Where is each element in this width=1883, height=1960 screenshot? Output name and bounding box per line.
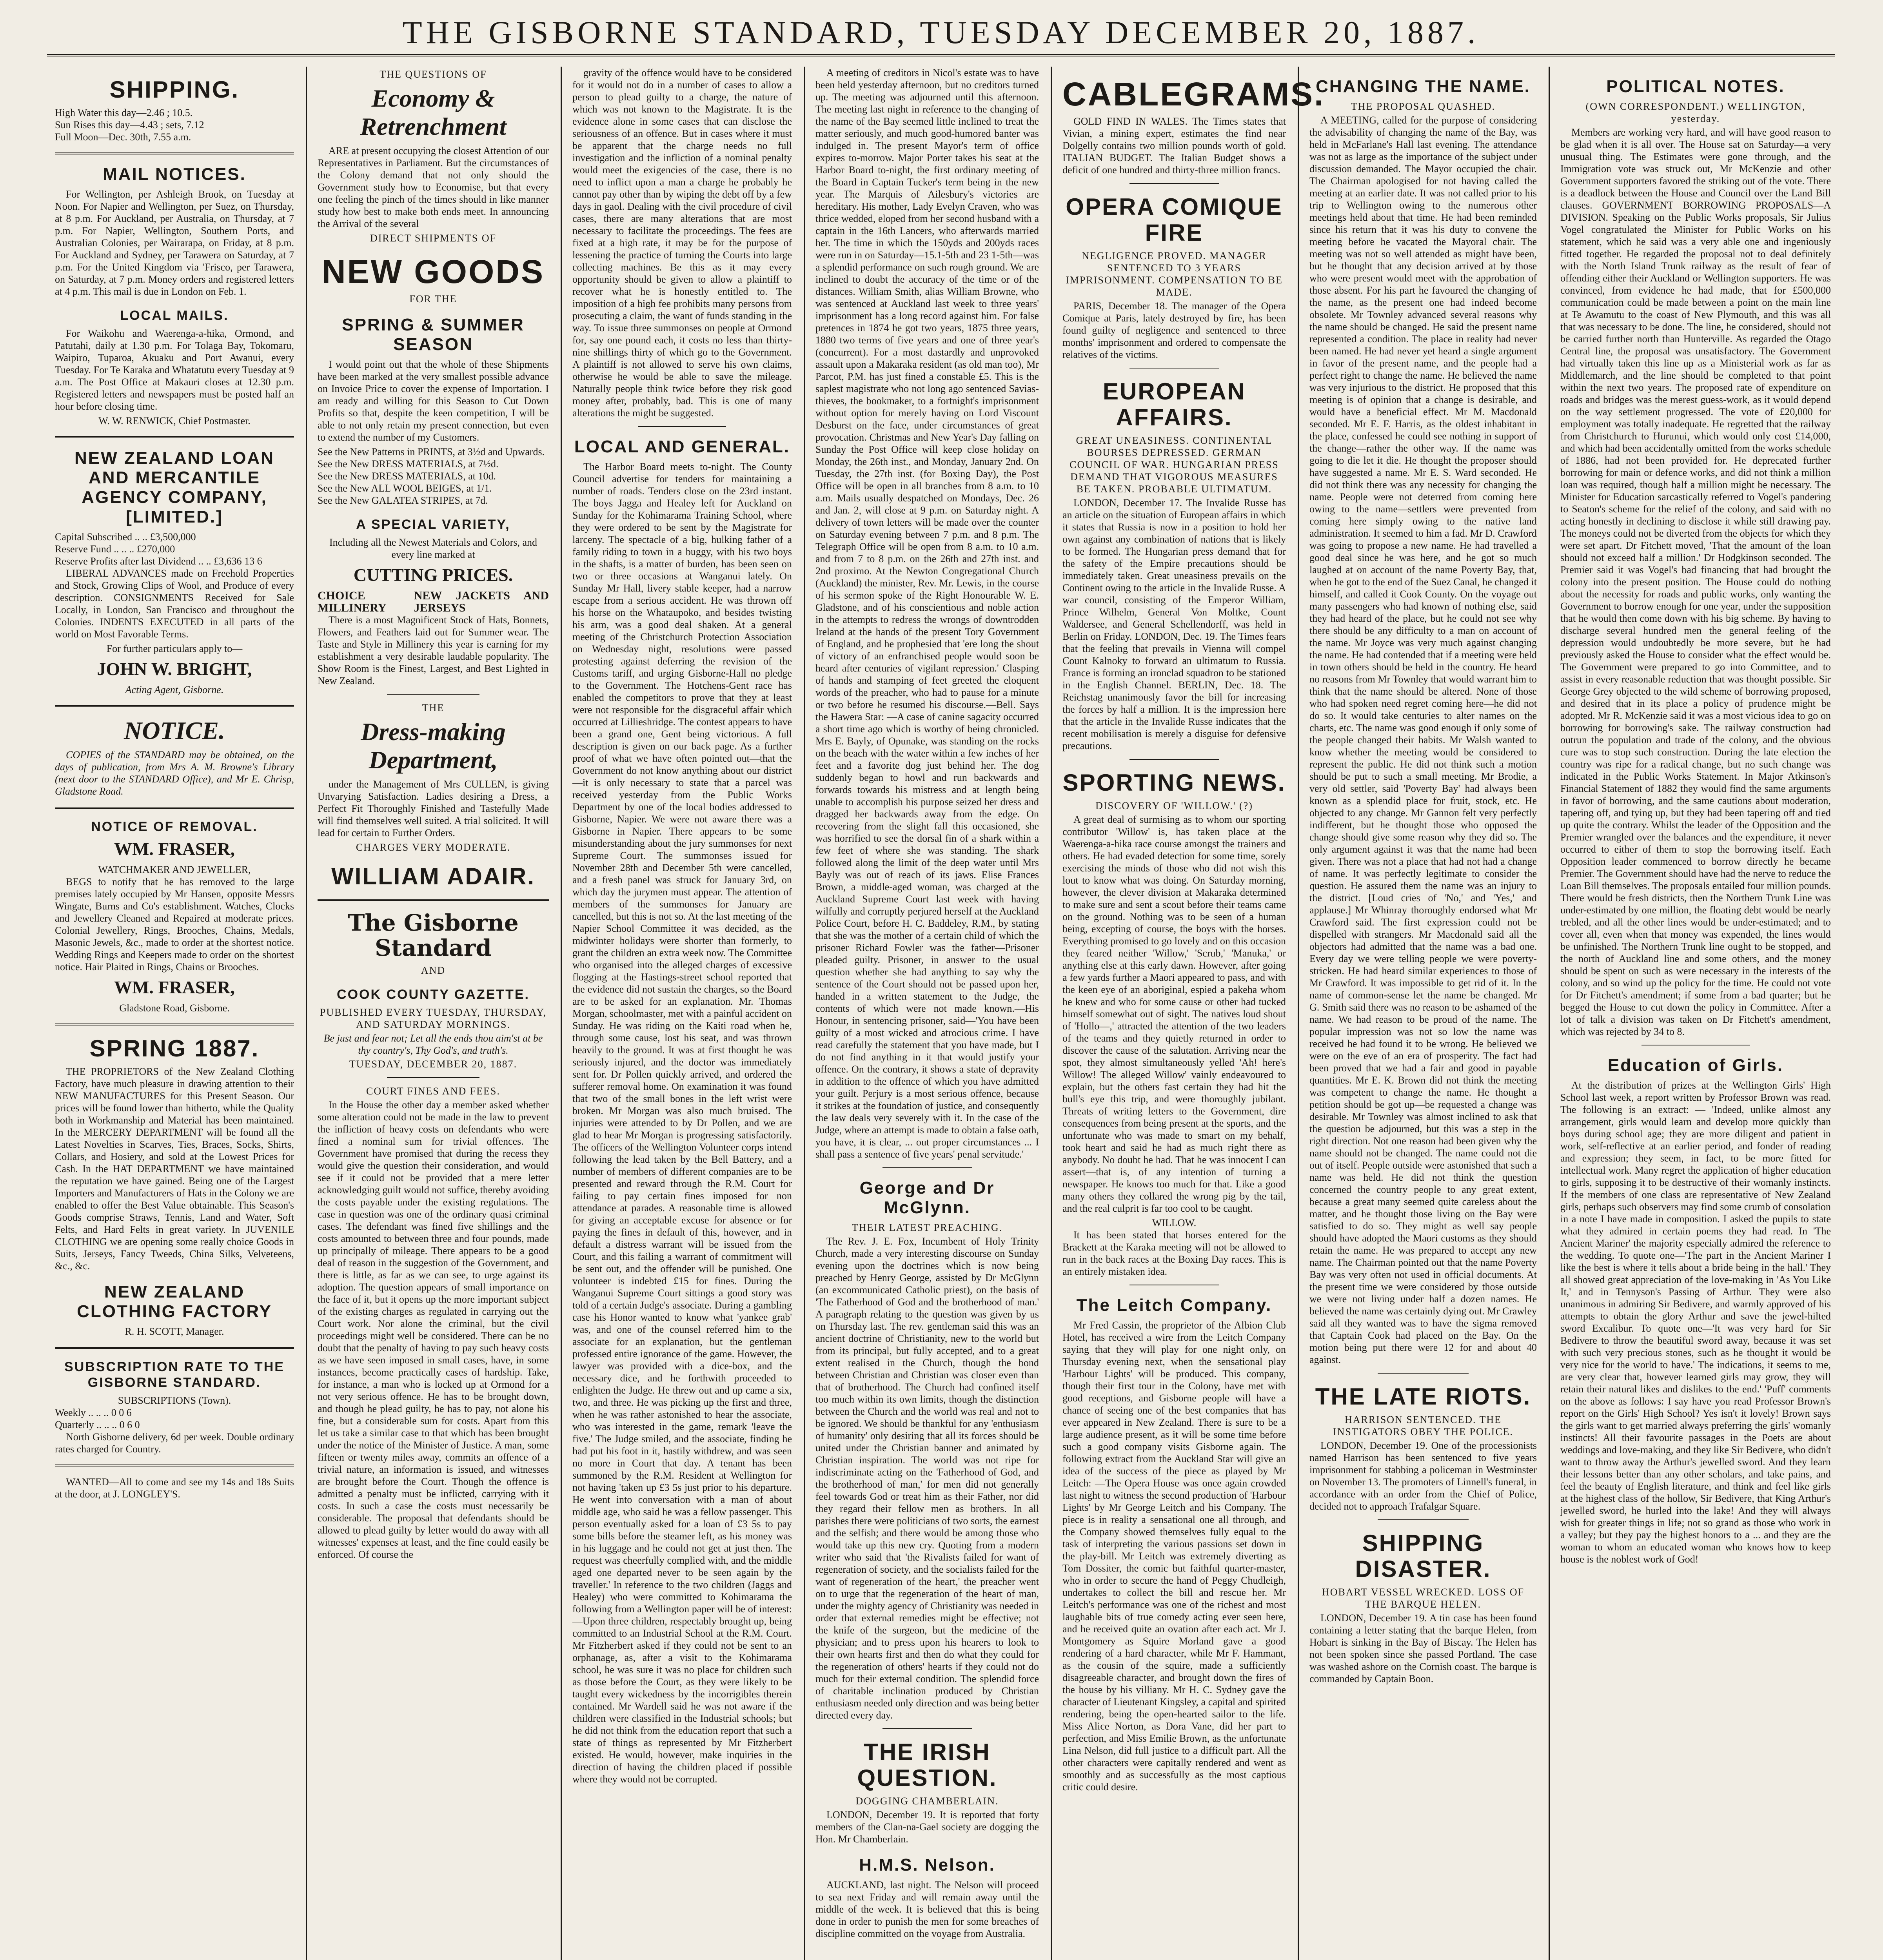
divider — [55, 436, 294, 438]
paper-motto: Be just and fear not; Let all the ends thou aim'st at be thy country's, Thy God's, and truth's. — [323, 1033, 543, 1056]
shipping-line: High Water this day—2.46 ; 10.5. — [55, 107, 193, 118]
column-2 — [318, 67, 549, 1960]
column-rule — [804, 67, 805, 1960]
european-subheading: GREAT UNEASINESS. CONTINENTAL BOURSES DEPRESSED. GERMAN COUNCIL OF WAR. HUNGARIAN PRESS DEMAND THAT VIGOROUS MEASURES BE TAKEN. PROBABLE ULTIMATUM. — [1070, 435, 1279, 495]
sporting-text: A great deal of surmising as to whom our sporting contributor 'Willow' is, has taken place at the Waerenga-a-hika race course amongst the trainers and others. He had evaded detection for some time, sorely exercising the minds of those who did not wish this lout to know what was doing. On Saturday morning, however, the clever division at Makaraka determined to make sure and sent a scout before their teams came on the ground. Nothing was to be seen of a human being, excepting of course, the boys with the horses. Everything promised to go lovely and on this occasion they feared neither 'Willow,' 'Scrub,' 'Manuka,' or anything else at this early dawn. However, after going a few yards further a Maori appeared to pass, and with the keen eye of an aboriginal, espied a pakeha whom he knew and who for some cause or other had tucked himself somewhat out of sight. The natives loud shout of 'Hollo—,' attracted the attention of the two leaders of the teams and they quietly returned in order to discover the cause of the salutation. Arriving near the spot, they almost simultaneously yelled 'Ah! here's Willow! The alleged Willow' vainly endeavoured to explain, but the others fast certain they had hit the bull's eye this trip, and were thoroughly jubilant. Threats of writing letters to the Government, dire consequences from being present at the sports, and the unfortunate who was made to smart on my behalf, took heart and said he had as much right there as anybody. No doubt he had. That he was innocent I can assert—that is, of any intention of turning a newspaper. He knows too much for that. Like a good many others they collared the wrong pig by the tail, and the real culprit is far too cool to be caught. — [1062, 814, 1286, 1214]
removal-signature: WM. FRASER, — [114, 977, 235, 997]
dressmaking-heading: Dress-making Department, — [361, 718, 506, 774]
divider — [55, 1024, 294, 1025]
mail-signature: W. W. RENWICK, Chief Postmaster. — [98, 415, 251, 426]
variety-heading: A SPECIAL VARIETY, — [356, 517, 510, 532]
notice-heading: NOTICE. — [124, 717, 225, 744]
divider — [882, 1728, 972, 1729]
education-text: At the distribution of prizes at the Wellington Girls' High School last week, a report written by Professor Brown was read. The following is an extract: — 'Indeed, unlike almost any arrangement, girls would learn and develop more quickly than boys during school age; they are more diligent and patient in work, self-reflective at an earlier period, and fonder of reading and expression; they seem, in fact, to be more fitted for intellectual work. Many regret the application of higher education to girls, supposing it to be destructive of their womanly instincts. If the members of one class are representative of New Zealand girls, perhaps such observers may find some crumb of consolation in a note I have made in composition. I asked the pupils to state what they admired in certain poems they had read. In 'The Ancient Mariner' the majority especially admired the reference to the wedding. To quote one—'The part in the Ancient Mariner I like the best is where it tells about a bride being in the hall.' They all showed great appreciation of the love-making in 'As You Like It,' and in Tennyson's Passing of Arthur. They were also unanimous in admiring Sir Bedivere, and warmly approved of his attempts to obtain the glory Arthur and save the jewel-hilted sword Excalibur. To quote one—'It was very hard for Sir Bedivere to throw the beautiful sword away, because it was set with such very precious stones, such as he thought it would be very nice for the world to have.' The indications, it seems to me, are very clear that, however learned girls may grow, they will retain their natural likes and dislikes to the end.' 'Puff' comments on the above as follows: I say have you read Professor Brown's report on the Girls' High School? Yes isn't it lovely! Brown says the girls want to get married always preferring the girls' womanly instincts! All their favourite passages in the Poets are about weddings and love-making, and they like Sir Bedivere, who didn't want to throw away the Arthur's jewelled sword. And they learn their lessons better than any other scholars, and take pains, and feel the beauty of English literature, and think and feel like girls at the highest class of the hollow, Sir Bedivere, that King Arthur's jewelled sword, he hurled into the lake! And they will always wish for greater things in life; not so grand as those who work in a valley; but they pay the highest honors to a ... and they are the woman to whom an educated woman who knows how to keep house is the noblest work of God! — [1560, 1080, 1831, 1565]
leitch-heading: The Leitch Company. — [1076, 1296, 1272, 1315]
shipping-disaster-subheading: HOBART VESSEL WRECKED. LOSS OF THE BARQUE HELEN. — [1322, 1586, 1525, 1610]
column-rule — [1549, 67, 1550, 1960]
see-line: See the New ALL WOOL BEIGES, at 1/1. — [318, 483, 492, 494]
see-line: See the New DRESS MATERIALS, at 7½d. — [318, 458, 499, 470]
nelson-heading: H.M.S. Nelson. — [859, 1855, 995, 1875]
divider — [55, 1347, 294, 1349]
masthead-title: THE GISBORNE STANDARD, TUESDAY DECEMBER 20, 1887. — [402, 15, 1480, 50]
column-rule — [1051, 67, 1052, 1960]
opera-subheading: NEGLIGENCE PROVED. MANAGER SENTENCED TO 3 YEARS IMPRISONMENT. COMPENSATION TO BE MADE. — [1066, 250, 1283, 298]
millinery-row — [318, 590, 549, 614]
direct-shipments: DIRECT SHIPMENTS OF — [370, 232, 497, 244]
divider — [882, 1167, 972, 1168]
divider — [1129, 183, 1219, 184]
paper-and: AND — [421, 965, 446, 976]
dressmaking-text: under the Management of Mrs CULLEN, is giving Unvarying Satisfaction. Ladies desiring a Dress, a Perfect Fit Thoroughly Finished and Tastefully Made will find themselves well suited. A trial solicited. It will lead for certain to Further Orders. — [318, 779, 549, 838]
divider — [55, 1465, 294, 1466]
season-heading: SPRING & SUMMER SEASON — [342, 315, 525, 354]
advertiser-name: WILLIAM ADAIR. — [331, 863, 535, 889]
new-goods-heading: NEW GOODS — [321, 253, 545, 290]
sporting-heading: SPORTING NEWS. — [1062, 769, 1286, 796]
riots-heading: THE LATE RIOTS. — [1315, 1383, 1531, 1410]
subscription-row: Quarterly .. .. .. 0 6 0 — [55, 1419, 140, 1430]
nelson-text: AUCKLAND, last night. The Nelson will proceed to sea next Friday and will remain away until the middle of the week. It is believed that this is being done in order to punish the men for some breaches of discipline committed on the voyage from Australia. — [815, 1879, 1039, 1939]
column-rule — [306, 67, 307, 1960]
spring-heading: SPRING 1887. — [89, 1035, 260, 1062]
column-rule — [561, 67, 562, 1960]
mcglynn-heading: George and Dr McGlynn. — [859, 1178, 995, 1217]
mail-notices-text: For Wellington, per Ashleigh Brook, on Tuesday at Noon. For Napier and Wellington, per Suez, on Thursday, at 8 p.m. For Auckland, per Australia, on Thursday, at 7 p.m. For Napier, Wellington, Southern Ports, and Australian Colonies, per Wairarapa, on Friday, at 8 p.m. For Auckland and Sydney, per Tarawera on Saturday, at 7 p.m. For the United Kingdom via 'Frisco, per Tarawera, on Saturday, at 7 p.m. Money orders and registered letters at 4 p.m. This mail is due in London on Feb. 1. — [55, 189, 294, 297]
political-subheading: (OWN CORRESPONDENT.) WELLINGTON, yesterday. — [1585, 101, 1806, 124]
riots-text: LONDON, December 19. One of the processionists named Harrison has been sentenced to five years imprisonment for stabbing a policeman in Westminster on November 13. The promoters of Linnell's funeral, in accordance with an order from the Chief of Police, decided not to approach Trafalgar Square. — [1309, 1440, 1537, 1512]
divider — [1378, 1373, 1469, 1374]
news-text: A meeting of creditors in Nicol's estate was to have been held yesterday afternoon, but no creditors turned up. The meeting was adjourned until this afternoon. The meeting last night in reference to the changing of the name of the Bay seemed little inclined to treat the matter seriously, and much good-humored banter was indulged in. The present Mayor's term of office expires to-morrow. Major Porter takes his seat at the Harbor Board to-night, the first ordinary meeting of the Board in Captain Tucker's term being in the new year. The Marquis of Ailesbury's victories are hereditary. His mother, Lady Evelyn Craven, who was thrice wedded, eloped from her second husband with a captain in the 16th Lancers, who afterwards married her. The time in which the 150yds and 200yds races were run in on Saturday—15.1-5th and 23 1-5th—was a splendid performance on such rough ground. We are inclined to doubt the accuracy of the time or of the distances. William Smith, alias William Browne, who was sentenced at Auckland last week to three years' imprisonment has a long record against him. For false pretences in 1874 he got two years, 1875 three years, 1880 two terms of five years and one of three year's (concurrent). For a most dastardly and unprovoked assault upon a Makaraka resident (as old man too), Mr Parcot, P.M. has just fined a constable £5. This is the saplest magistrate who not long ago sentenced Savias-thieves, the bookmaker, to a fortnight's imprisonment without option for merely having on Lord Viscount Desburst on the face, under circumstances of great provocation. Christmas and New Year's Day falling on Sunday the Post Office will keep close holiday on Monday, the 26th inst., and Monday, January 2nd. On Tuesday, the 27th inst. (for Boxing Day), the Post Office will be open in all branches from 8 a.m. to 10 a.m. Mails usually despatched on Mondays, Dec. 26 and Jan. 2, will close at 9 p.m. on Saturday night. A delivery of town letters will be made over the counter on Saturday evening between 7 p.m. and 8 p.m. The Telegraph Office will be open from 8 a.m. to 10 a.m. and from 7 to 8 p.m. on the 26th and 27th inst. and 2nd proximo. At the Newton Congregational Church (Auckland) the minister, Rev. Mr. Lewis, in the course of his sermon spoke of the Right Honourable W. E. Gladstone, and of his conscientious and noble action in the attempts to redress the wrongs of downtrodden Ireland at the hands of the present Tory Government of England, and he prophesied that 'ere long the shout of victory of an enfranchised people would soon be heard after centuries of vigilant repression.' Clasping of hands and stamping of feet greeted the eloquent words of the preacher, who had to pause for a minute or two before he resumed his discourse.—Bell. Says the Hawera Star: —A case of canine sagacity occurred a short time ago which is worthy of being chronicled. Mrs E. Bayly, of Opunake, was standing on the rocks on the beach with the water within a few inches of her feet and a favorite dog just behind her. The dog suddenly began to howl and run backwards and forwards towards his mistress and at length being unable to accomplish his purpose seized her dress and dragged her backwards away from the edge. On recovering from the slight fall this occasioned, she was horrified to see the dorsal fin of a shark within a few feet of where she was standing. The shark followed along the limit of the deep water until Mrs Bayly was out of reach of its jaws. Elise Frances Brown, a middle-aged woman, was charged at the Auckland Supreme Court last week with having wilfully and corruptly perjured herself at the Auckland Police Court, before H. C. Baddeley, R.M., by stating that she was the mother of a certain child of which the prisoner Richard Fowler was the father—Prisoner pleaded guilty. Prisoner, in answer to the usual question whether she had anything to say why the sentence of the Court should not be passed upon her, handed in a written statement to the Judge, the contents of which were not made known.—His Honour, in sentencing prisoner, said—'You have been guilty of a most wicked and atrocious crime. I have read carefully the statement that you have made, but I do not find anything in it that would justify your offence. On the contrary, it shows a state of depravity in addition to the offence of which you have admitted your guilt. Perjury is a most serious offence, because it strikes at the foundation of justice, and consequently the law deals very severely with it. In the case of the Judge, where an attempt is made to obtain a false oath, you have, it is clear, ... out proper circumstances ... I shall pass a sentence of five years' penal servitude.' — [815, 67, 1039, 1160]
local-mails-text: For Waikohu and Waerenga-a-hika, Ormond, and Patutahi, daily at 1.30 p.m. For Tolaga Bay, Tokomaru, Waipiro, Tuparoa, Akuaku and Port Awanui, every Tuesday. For Te Karaka and Whatatutu every Tuesday at 9 a.m. The Post Office at Makauri closes at 12.30 p.m. Registered letters and newspapers must be posted half an hour before closing time. — [55, 328, 294, 412]
court-continued: gravity of the offence would have to be considered for it would not do in a number of cases to allow a person to plead guilty to a charge, the nature of which was not known to the Magistrate. It is the evidence alone in some cases that can disclose the seriousness of an offence. But in cases where it must be apparent that the charge needs no full investigation and the infliction of a nominal penalty would meet the exigencies of the case, there is no need to inflict upon a man a charge he probably he cannot pay other than by wiping the debt off by a few days in gaol. Dealing with the civil procedure of civil cases, there are many alterations that are most necessary to facilitate the proceedings. The fees are fixed at a high rate, it may be for the purpose of lessening the practice of turning the Courts into large collecting machines. Be this as it may every opportunity should be given to allow a plaintiff to recover what he is honestly entitled to. The imposition of a high fee prohibits many persons from prosecuting a claim, the want of funds standing in the way. To issue three summonses on people at Ormond for, say one pound each, it costs no less than thirty-nine shillings thirty of which go to the Government. A plaintiff is not allowed to serve his own claims, otherwise he would be able to save the mileage. Naturally people think twice before they risk good money after, probably, bad. This is one of many alterations the might be suggested. — [572, 67, 792, 419]
divider — [318, 899, 549, 901]
column-1 — [55, 67, 294, 1960]
sporting-text-2: It has been stated that horses entered for the Brackett at the Karaka meeting will not be allowed to run in the back races at the Boxing Day races. This is an entirely mistaken idea. — [1062, 1229, 1286, 1277]
charges-line: CHARGES VERY MODERATE. — [356, 842, 511, 853]
new-jackets: NEW JACKETS AND JERSEYS — [414, 589, 549, 614]
subscription-row: Weekly .. .. .. 0 0 6 — [55, 1407, 132, 1418]
nzl-row: Reserve Fund .. .. .. £270,000 — [55, 543, 175, 555]
column-7 — [1560, 67, 1831, 1960]
name-heading: CHANGING THE NAME. — [1316, 77, 1531, 96]
subscription-heading: SUBSCRIPTION RATE TO THE GISBORNE STANDARD. — [64, 1359, 285, 1390]
nzl-apply: For further particulars apply to— — [106, 643, 243, 654]
subscription-note: North Gisborne delivery, 6d per week. Double ordinary rates charged for Country. — [55, 1431, 294, 1455]
clothing-factory-signature: R. H. SCOTT, Manager. — [125, 1326, 224, 1337]
nzl-agent-role: Acting Agent, Gisborne. — [125, 684, 224, 695]
divider — [1129, 759, 1219, 760]
clothing-factory-heading: NEW ZEALAND CLOTHING FACTORY — [77, 1282, 272, 1321]
spring-text: THE PROPRIETORS of the New Zealand Clothing Factory, have much pleasure in drawing attention to their NEW MANUFACTURES for this Present Season. Our prices will be found lower than hitherto, while the Quality both in Workmanship and Material has been maintained. In the MERCERY DEPARTMENT will be found all the Latest Novelties in Scarves, Ties, Braces, Socks, Shirts, Collars, and Hosiery, and sold at the Lowest Prices for Cash. In the HAT DEPARTMENT we have maintained the reputation we have gained. Being one of the Largest Importers and Manufacturers of Hats in the Colony we are enabled to offer the Best Value obtainable. This Season's Goods comprise Straws, Tennis, Land and Water, Soft Felts, and Hard Felts in great variety. In JUVENILE CLOTHING we are opening some really choice Goods in Suits, Jerseys, Fancy Tweeds, China Silks, Velveteens, &c., &c. — [55, 1066, 294, 1272]
divider — [55, 152, 294, 154]
column-rule — [1298, 67, 1299, 1960]
mcglynn-text: The Rev. J. E. Fox, Incumbent of Holy Trinity Church, made a very interesting discourse on Sunday evening upon the doctrines which is now being preached by Henry George, assisted by Dr McGlynn (an excommunicated Catholic priest), on the basis of 'The Fatherhood of God and the brotherhood of man.' A paragraph relating to the question was given by us on Thursday last. The rev. gentleman said this was an ancient doctrine of Christianity, new to the world but from its principal, but fully accepted, and to a great extent realised in the Church, though the bond between Christian and Christian was closer even than that of brotherhood. The Church had confined itself too much within its own limits, though the distinction between the Church and the world was real and not to be ignored. We should be thankful for any 'enthusiasm of humanity' only desiring that all its forces should be united under the Christian banner and animated by Christian inspiration. The world was not ripe for indiscriminate acting on the 'Fatherhood of God, and the brotherhood of man,' for men did not generally feel towards God or treat him as their Father, nor did they regard their fellow men as brothers. In all parishes there were politicians of two sorts, the earnest and the selfish; and there would be among those who would take up this new cry. Quoting from a modern writer who said that 'the Rivalists failed for want of regeneration of society, and the socialists failed for the want of regeneration of the heart,' the preacher went on to urge that the regeneration of the heart of man, under the mighty agency of Christianity was needed in order that external remedies might be effective; not the knife of the surgeon, but the medicine of the physician; and to press upon his hearers to look to their own hearts first and then do what they could for the regeneration of others' hearts if they could not do much for their external condition. The splendid force of charitable inclination produced by Christian enthusiasm needed only direction and was being better directed every day. — [815, 1236, 1039, 1721]
nzl-heading: NEW ZEALAND LOAN AND MERCANTILE AGENCY COMPANY, [LIMITED.] — [74, 448, 274, 526]
divider — [638, 426, 726, 427]
cutting-prices: CUTTING PRICES. — [353, 565, 513, 585]
shipping-disaster-heading: SHIPPING DISASTER. — [1355, 1530, 1491, 1582]
subscription-row: SUBSCRIPTIONS (Town). — [118, 1395, 231, 1406]
removal-heading: NOTICE OF REMOVAL. — [91, 819, 258, 834]
removal-text: BEGS to notify that he has removed to the large premises lately occupied by Mr Hansen, opposite Messrs Wingate, Burns and Co's establishment. Watches, Clocks and Jewellery Cleaned and Repaired at moderate prices. Colonial Jewellery, Rings, Brooches, Chains, Medals, Masonic Jewels, &c., made to order at the shortest notice. Wedding Rings and Keepers made to order on the shortest notice. Hair Plaited in Rings, Chains or Brooches. — [55, 876, 294, 973]
shipping-line: Sun Rises this day—4.43 ; sets, 7.12 — [55, 119, 204, 131]
nzl-row: Reserve Profits after last Dividend .. .. £3,636 13 6 — [55, 555, 262, 567]
masthead — [47, 11, 1835, 56]
see-line: See the New DRESS MATERIALS, at 10d. — [318, 470, 496, 482]
removal-name: WM. FRASER, — [114, 839, 235, 859]
shipping-disaster-text: LONDON, December 19. A tin case has been found containing a letter stating that the barque Helen, from Hobart is sinking in the Bay of Biscay. The Helen has not been spoken since she passed Portland. The case was washed ashore on the Cornish coast. The barque is commanded by Captain Boon. — [1309, 1612, 1537, 1684]
nzl-text: LIBERAL ADVANCES made on Freehold Properties and Stock, Growing Clips of Wool, and Produce of every description. CONSIGNMENTS Received for Sale Locally, in London, San Francisco and throughout the Colonies. INDENTS EXECUTED in all parts of the world on Most Favorable Terms. — [55, 568, 294, 640]
paper-name: The Gisborne Standard — [348, 909, 519, 961]
opera-text: PARIS, December 18. The manager of the Opera Comique at Paris, lately destroyed by fire, has been found guilty of negligence and sentenced to three months' imprisonment and ordered to compensate the relatives of the victims. — [1062, 300, 1286, 360]
court-text: In the House the other day a member asked whether some alteration could not be made in the law to prevent the infliction of heavy costs on defendants who were fined a nominal sum for trivial offences. The Government have promised that during the recess they would give the question their consideration, and would see if it could not be provided that a mere letter acknowledging guilt would not suffice, thereby avoiding the costs payable under the existing regulations. The case in question was one of the ordinary quasi criminal cases. The defendant was fined five shillings and the costs amounted to between three and four pounds, made up principally of mileage. There appears to be a good deal of reason in the suggestion of the Government, and there is little, as far as we can see, to urge against its adoption. The question appears of small importance on the face of it, but it opens up the more important subject of the existing charges as regulated in carrying out the Court work. Nor alone the criminal, but the civil proceedings might well be considered. There can be no doubt that the penalty of having to pay such heavy costs as we have seen imposed in small cases, have, in some instances, become practically cases of hardship. Take, for instance, a man who is locked up at Ormond for a not very serious offence. He has to be brought down, and though he plead guilty, he has to pay, not alone his fine, but a considerable sum for costs. Apart from this let us take a similar case to that which has been brought under the notice of the Minister of Justice. A man, some fifteen or twenty miles away, commits an offence of a trivial nature, an information is issued, and witnesses are brought before the Court. Though the offence is admitted a penalty must be inflicted, carrying with it costs. In such a case the costs must necessarily be considerable. The proposal that defendants should be allowed to plead guilty by letter would do away with all witnesses' expenses at least, and the fine could easily be enforced. Of course the — [318, 1099, 549, 1560]
shipping-line: Full Moon—Dec. 30th, 7.55 a.m. — [55, 131, 191, 143]
economy-title: Economy & Retrenchment — [360, 84, 507, 140]
political-heading: POLITICAL NOTES. — [1606, 77, 1785, 96]
column-3 — [572, 67, 792, 1960]
shipping-heading: SHIPPING. — [109, 76, 240, 103]
see-line: See the New Patterns in PRINTS, at 3½d and Upwards. — [318, 446, 545, 457]
mcglynn-subheading: THEIR LATEST PREACHING. — [852, 1222, 1003, 1233]
cablegrams-text: GOLD FIND IN WALES. The Times states that Vivian, a mining expert, estimates the find near Dolgelly contains two million pounds worth of gold. ITALIAN BUDGET. The Italian Budget shows a deficit of one hundred and thirty-three million francs. — [1062, 116, 1286, 176]
court-heading: COURT FINES AND FEES. — [366, 1085, 500, 1097]
divider — [387, 694, 479, 695]
notice-text: COPIES of the STANDARD may be obtained, on the days of publication, from Mrs A. M. Browne's Library (next door to the STANDARD Office), and Mr E. Chrisp, Gladstone Road. — [55, 749, 294, 797]
mail-notices-heading: MAIL NOTICES. — [103, 165, 246, 184]
irish-heading: THE IRISH QUESTION. — [857, 1739, 997, 1791]
economy-text: ARE at present occupying the closest Attention of our Representatives in Parliament. But the circumstances of the Colony demand that not only should the Government study how to Economise, but that every one feeling the pinch of the times should in like manner study how best to make both ends meet. In announcing the Arrival of the several — [318, 145, 549, 229]
irish-subheading: DOGGING CHAMBERLAIN. — [855, 1795, 999, 1807]
goods-text: I would point out that the whole of these Shipments have been marked at the very smallest possible advance on Invoice Price to cover the expense of Importation. I am ready and willing for this Season to Cut Down Profits so that, despite the keen competition, I will be able to not only retain my present connection, but even to extend the number of my Customers. — [318, 359, 549, 443]
see-line: See the New GALATEA STRIPES, at 7d. — [318, 495, 488, 506]
european-heading: EUROPEAN AFFAIRS. — [1102, 378, 1246, 430]
education-heading: Education of Girls. — [1607, 1056, 1784, 1075]
irish-text: LONDON, December 19. It is reported that forty members of the Clan-na-Gael society are dogging the Hon. Mr Chamberlain. — [815, 1809, 1039, 1845]
sporting-signature: WILLOW. — [1152, 1217, 1197, 1229]
choice-millinery: CHOICE MILLINERY — [318, 589, 387, 614]
questions-heading: THE QUESTIONS OF — [380, 69, 487, 80]
column-5 — [1062, 67, 1325, 1960]
for-the: FOR THE — [409, 293, 457, 305]
opera-heading: OPERA COMIQUE FIRE — [1066, 194, 1283, 246]
name-text: A MEETING, called for the purpose of considering the advisability of changing the name of the Bay, was held in McFarlane's Hall last evening. The attendance was not as large as the importance of the subject under discussion demanded. The Mayor occupied the chair. The Chairman apologised for not having called the meeting at an earlier date. It was not called prior to his trip to Wellington owing to the numerous other meetings held about that time. He had been reminded since his return that it was his duty to convene the meeting before he vacated the Mayoral chair. The meeting was not so well attended as might have been, but he thought that any decision arrived at by those who were present would meet with the approbation of those absent. For his part he favoured the changing of the name, as the present one had indeed become obsolete. Mr Townley advanced several reasons why the name should be changed. He said the present name represented a condition. The place in reality had never been named. He had never yet heard a single argument in favor of the present name, and the people had a perfect right to change the name. He believed the name was very injurious to the district. He proposed that this meeting is of opinion that a change is desirable, and would have a beneficial effect. Mr M. Macdonald seconded. Mr E. F. Harris, as the oldest inhabitant in the place, confessed he could see nothing in support of the change—rather the other way. If the name was going to die let it die. He thought the proposer should have suggested a name. Mr E. S. Ward seconded. He did not think there was any necessity for changing the name. People were not deterred from coming here owing to the name—settlers were prevented from coming here simply owing to the native land administration. It seemed to him a fad. Mr D. Crawford was going to propose a new name. He had travelled a good deal since he was here, and he got so much laughed at on account of the name Poverty Bay, that, when he got to the end of the Suez Canal, he changed it himself, and called it Cook County. On the voyage out many passengers who had known of nothing else, said they had heard of the place, but he could not see why there should be any difficulty to a man on account of the name. Mr Joyce was very much against changing the name. He had contended that if a meeting were held in town others should be held in the country. He heard no reasons from Mr Townley that would warrant him to think that the name should be altered. None of those who had spoken need regret coming here—he did not do so. It would take centuries to alter names on the charts, etc. The name was good enough if only some of the people changed their habits. Mr Walsh wanted to know whether the meeting would be considered to represent the public. He did not think such a motion should be put to such a small meeting. Mr Brodie, a very old settler, said 'Poverty Bay' had always been known as a splendid place for fruit, stock, etc. He objected to any change. Mr Gannon felt very perfectly indifferent, but he thought those who opposed the change should give some reason why they did so. The only argument against it was that the name had been given. There was not a place that had not had a change of name. It was perfectly legitimate to consider the question. He assured them the name was an injury to the district. [Loud cries of 'No,' and 'Yes,' and applause.] Mr Whinray thoroughly endorsed what Mr Crawford said. The first expression could not be dispelled with strangers. Mr Macdonald said all the objectors had admitted that the name was a bad one. Every day we were telling people we were poverty-stricken. He had heard similar experiences to those of Mr Crawford. It was impossible to get rid of it. In the name of common-sense let the name be changed. Mr G. Smith said there was no reason to be ashamed of the name. We had reason to be proud of the name. The popular impression was not so low the name was received he had found it to be wrong. He believed we were on the eve of an era of prosperity. The fact had been proved that we had a fair and good in payable quantities. Mr E. K. Brown did not think the meeting was competent to change the name. He thought a petition should be got up—be requested a change was desirable. Mr Townley was almost inclined to ask that the question be adjourned, but this was a step in the right direction. Not one reason had been given why the name should not be changed. The name could not die out of itself. People outside were astonished that such a name was held. He did not think the question concerned the country people to any great extent, because a great many seemed quite careless about the matter, and he thought those living on the Bay were satisfied to do so. They might as well say people should have adopted the Maori customs as they should retain the name. He was prepared to accept any new name. The Chairman pointed out that the name Poverty Bay was very often not used in official documents. At the present time we were considered by those outside we were not living under half a dozen names. He believed the name was certainly dying out. Mr Crawley said all they wanted was to have the sigma removed that Captain Cook had placed on the Bay. On the motion being put there were 12 for and about 40 against. — [1309, 114, 1537, 1365]
removal-trade: WATCHMAKER AND JEWELLER, — [98, 864, 251, 875]
local-general-heading: LOCAL AND GENERAL. — [574, 437, 790, 456]
name-subheading: THE PROPOSAL QUASHED. — [1351, 101, 1496, 112]
paper-subtitle: COOK COUNTY GAZETTE. — [337, 987, 530, 1002]
cablegrams-heading: CABLEGRAMS. — [1062, 76, 1325, 113]
removal-location: Gladstone Road, Gisborne. — [119, 1002, 230, 1014]
variety-text: Including all the Newest Materials and Colors, and every line marked at — [329, 537, 537, 560]
nzl-row: Capital Subscribed .. .. £3,500,000 — [55, 531, 196, 543]
divider — [55, 705, 294, 707]
the-label: THE — [422, 702, 445, 713]
divider — [387, 1077, 479, 1078]
wanted-text: WANTED—All to come and see my 14s and 18s Suits at the door, at J. LONGLEY'S. — [55, 1476, 294, 1500]
european-text: LONDON, December 17. The Invalide Russe has an article on the situation of European affairs in which it states that Russia is now in a position to hold her own against any combination of nations that is likely to be formed. The Hungarian press demand that for the safety of the Empire precautions should be immediately taken. Great uneasiness prevails on the Continent owing to the article in the Invalide Russe. A war council, consisting of the Emperor William, Prince Wilhelm, General Von Moltke, Count Waldersee, and General Schellendorff, was held in Berlin on Friday. LONDON, Dec. 19. The Times fears that the feeling that prevails in Vienna will compel Count Kalnoky to forward an ultimatum to Russia. France is forming an ironclad squadron to be stationed in the English Channel. BERLIN, Dec. 18. The Reichstag unanimously favor the bill for increasing the forces by half a million. It is the impression here that the article in the Invalide Russe indicates that the recent mobilisation is merely a disguise for defensive precautions. — [1062, 497, 1286, 751]
dateline: TUESDAY, DECEMBER 20, 1887. — [349, 1058, 518, 1070]
leitch-text: Mr Fred Cassin, the proprietor of the Albion Club Hotel, has received a wire from the Leitch Company saying that they will play for one night only, on Thursday evening next, when the sensational play 'Harbour Lights' will be produced. This company, though their first tour in the Colony, have met with good receptions, and Gisborne people will have a chance of seeing one of the best companies that has ever appeared in New Zealand. There is sure to be a large audience present, as it will be some time before such a good company visits Gisborne again. The following extract from the Auckland Star will give an idea of the success of the piece as played by Mr Leitch: —The Opera House was once again crowded last night to witness the second production of 'Harbour Lights' by Mr George Leitch and his Company. The piece is in reality a sensational one all through, and the Company showed themselves fully equal to the task of interpreting the various passions set down in the play-bill. Mr Leitch was extremely diverting as Tom Dossiter, the comic but faithful quarter-master, who in order to secure the hand of Peggy Chudleigh, undertakes to collect the bill and rescue her. Mr Leitch's performance was one of the richest and most laughable bits of true comedy acting ever seen here, and he received quite an ovation after each act. Mr J. Montgomery as Squire Morland gave a good rendering of a hard character, while Mr F. Hammant, as the cousin of the squire, made a sufficiently disagreeable character, and brought down the fires of the house by his villiany. Mr H. C. Sydney gave the character of Lieutenant Kingsley, a capital and spirited rendering, being the open-hearted sailor to the life. Miss Alice Norton, as Dora Vane, did her part to perfection, and Miss Emilie Brown, as the unfortunate Lina Nelson, did full justice to a difficult part. All the other characters were capitally rendered and went as smoothly and as successfully as the most captious critic could desire. — [1062, 1319, 1286, 1793]
millinery-text: There is a most Magnificent Stock of Hats, Bonnets, Flowers, and Feathers laid out for Summer wear. The Taste and Style in Millinery this year is earning for my establishment a very desirable laudable popularity. The Show Room is the Finest, Largest, and Best Lighted in New Zealand. — [318, 614, 549, 686]
divider — [55, 807, 294, 809]
riots-subheading: HARRISON SENTENCED. THE INSTIGATORS OBEY THE POLICE. — [1333, 1414, 1513, 1437]
column-4 — [815, 67, 1039, 1960]
local-general-text: The Harbor Board meets to-night. The County Council advertise for tenders for maintaining a number of roads. Tenders close on the 23rd instant. The boys Jagga and Healey left for Auckland on Sunday for the Kohimarama Training School, where they were ordered to be sent by the Magistrate for larceny. The spectacle of a big, hulking father of a family riding to town in a buggy, with his two boys in the shafts, is a matter of burden, has been seen on two or three occasions at Wanganui lately. On Sunday Mr Hall, livery stable keeper, had a narrow escape from a serious accident. He was thrown off his horse on the Whataupoko, and besides twisting his arm, was a good deal shaken. At a general meeting of the Christchurch Protection Association on Wednesday night, resolutions were passed protesting against deferring the revision of the Customs tariff, and urging Gisborne-Hall no pledge to the Government. The Hotchens-Gent race has enabled the competitors to prove that they at least were not responsible for the disgraceful affair which occurred at Lillieshridge. The contest appears to have been a grand one, Gent being victorious. A full description is given on our back page. As a further proof of what we have often pointed out—that the Government do not know anything about our district—it is only necessary to state that a parcel was received yesterday from the Public Works Department by one of the local bodies addressed to Gisborne, Napier. We were not aware there was a Gisborne in Napier. There appears to be some misunderstanding about the jury summonses for next Supreme Court. The summonses issued for November 28th and December 5th were cancelled, and a fresh panel was struck for January 3rd, on which day the jurymen must appear. The attention of members of the summonses for January are cancelled, but this is not so. At the last meeting of the Napier School Committee it was decided, as the midwinter holidays were shorter than formerly, to grant the children an extra week now. The Committee who organised into the alleged charges of excessive flogging at the Hastings-street school reported that the evidence did not sustain the charges, so the Board are to be asked for an explanation. Mr. Thomas Morgan, schoolmaster, met with a painful accident on Sunday. He was riding on the Kaiti road when he, through some cause, lost his seat, and was thrown heavily to the ground. It was at first thought he was seriously injured, and the doctor was immediately sent for. Dr Pollen quickly arrived, and ordered the sufferer removal home. On examination it was found that two of the small bones in the left wrist were broken. Mr Morgan was also much bruised. The injuries were attended to by Dr Pollen, and we are glad to hear Mr Morgan is progressing satisfactorily. The officers of the Wellington Volunteer corps intend following the lead taken by the Bell Battery, and a number of members of different companies are to be presented and reward through the R.M. Court for failing to pay certain fines imposed for non attendance at parades. A reasonable time is allowed for giving an acceptable excuse for absence or for paying the fines in default of this, however, and in default a distress warrant will be issued from the Court, and this failing a warrant of commitment will be sent out, and the offender will be punished. One volunteer is indebted £15 for fines. During the Wanganui Supreme Court sittings a good story was told of a certain Judge's associate. During a gambling case his Honor wanted to know what 'yankee grab' was, and one of the counsel referred him to the associate for an explanation, but the gentleman professed entire ignorance of the game. However, the lawyer was provided with a dice-box, and the necessary dice, and he forthwith proceeded to enlighten the Judge. He threw out and up came a six, two, and three. He was picking up the first and three, when he was rather astonished to hear the associate, who was interested in the game, remark 'leave the five.' The Judge smiled, and the associate, finding he had put his foot in it, hastily withdrew, and was seen no more in Court that day. A tenant has been summoned by the R.M. Resident at Wellington for not having 'taken up £3 5s just prior to his departure. He went into conversation with a man of about middle age, who said he was a fellow passenger. This person eventually asked for a loan of £3 5s to pay some bills before the steamer left, as his money was in his luggage and he could not get at just then. The request was cheerfully complied with, and the middle aged one departed never to be seen again by the traveller.' In reference to the two children (Jaggs and Healey) who were committed to Kohimarama the following from a Wellington paper will be of interest: —Upon three children, respectably brought up, being committed to an Industrial School at the R.M. Court. Mr Fitzherbert asked if they could not be sent to an orphanage, as, after a visit to the Kohimarama school, he was sure it was no place for children such as those before the Court, as they were likely to be taught every wickedness by the incorrigibles therein contained. Mr Wardell said he was not aware if the children were classified in the Industrial schools; but he did not think from the education report that such a state of things as represented by Mr Fitzherbert existed. He would, however, make inquiries in the direction of having the children placed if possible where they would not be corrupted. — [572, 461, 792, 1785]
divider — [1378, 1519, 1469, 1520]
sporting-subheading: DISCOVERY OF 'WILLOW.' (?) — [1095, 800, 1253, 811]
nzl-agent-name: JOHN W. BRIGHT, — [97, 659, 252, 679]
column-6 — [1309, 67, 1537, 1960]
local-mails-heading: LOCAL MAILS. — [120, 308, 229, 323]
political-text: Members are working very hard, and will have good reason to be glad when it is all over. The House sat on Saturday—a very unusual thing. The Estimates were gone through, and the Immigration vote was struck out, Mr McKenzie and other Government supporters favored the striking out of the vote. There is a deadlock between the House and Council over the Land Bill clauses. GOVERNMENT BORROWING PROPOSALS—A DIVISION. Speaking on the Public Works proposals, Sir Julius Vogel congratulated the Minister for Public Works on his statement, which he said was a very able one and ingeniously fitted together. He regarded the proposal not to deal definitely with the North Island Trunk railway as the result of fear of offending either their Auckland or Wellington supporters. He was convinced, from evidence he had made, that for £500,000 communication could be made between a point on the main line at Te Awamutu to the coast of New Plymouth, and this was all that was necessary to be done. The line, he considered, should not be carried further north than Hunterville. As regarded the Otago Central line, the proposal was unsatisfactory. The Government had virtually taken this line up as a Ministerial work as far as Middlemarch, and the line should be completed to that point within the next two years. The proposed rate of expenditure on roads and bridges was the merest guess-work, as it would depend on the way settlement progressed. The vote of £20,000 for employment was totally inadequate. He regretted that the railway from Christchurch to Hurunui, which would only cost £14,000, and which had been accidentally omitted from the works schedule of 1886, had not been provided for. He deprecated further borrowing for main or defence works, and did not think a million loan was required, though half a million might be necessary. The Minister for Education sarcastically referred to Vogel's pandering to Seaton's scheme for the relief of the colony, and said with no acting honestly in declining to disclose it while still drawing pay. The moneys could not be diverted from the objects for which they were set apart. Dr Fitchett moved, 'That the amount of the loan should not exceed half a million.' Dr Hodgkinson seconded. The Premier said it was Vogel's bad financing that had brought the colony into the present position. The House could do nothing about the necessity for roads and public works, only wanting the Government to borrow enough for one year, under the supposition that he would then come down with his big scheme. By having to discharge several hundred men the general feeling of the depression would undoubtedly be more severe, but he had previously asked the House to consider what the effect would be. The Government were prepared to go into Committee, and to assist in every reasonable reduction that was thought possible. Sir George Grey objected to the wild scheme of borrowing proposed, and desired that in its place a policy of prudence might be adopted. Mr R. McKenzie said it was a most vicious idea to go on borrowing for borrowing's sake. The railway construction had outrun the population and trade of the colony, and the obvious cure was to stop such construction. During the late election the country was ripe for a radical change, but no such change was indicated in the Public Works Statement. In Major Atkinson's Financial Statement of 1882 they would find the same arguments in favor of borrowing, and the same cautions about moderation, tapering off, and tying up, but they had been tapering off and tied up quite the contrary. Whilst the leader of the Opposition and the Premier wrangled over the balances and the expenditure, it never occurred to either of them to stop the borrowing itself. Each Opposition leader commenced to borrow directly he became Premier. The Government should have had the nerve to reduce the Loan Bill themselves. The proposals entailed four million pounds. There would be fresh districts, then the Northern Trunk Line was under-estimated by one million, the floating debt would be nearly trebled, and all the other lines would be under-estimated; and to cover all, even when that money was expended, the lines would be unfinished. The Northern Trunk line ought to be stopped, and the north of Auckland line and some others, and the money should be spent on such as were necessary in the interests of the colony, and so wind up the policy for the time. He could not vote for Dr Fitchett's amendment; if some from a bad quarter; but he begged the House to cut down the policy in Committee. After a lot of talk a division was taken on Dr Fitchett's amendment, which was rejected by 34 to 8. — [1560, 127, 1831, 1037]
published-line: PUBLISHED EVERY TUESDAY, THURSDAY, AND SATURDAY MORNINGS. — [320, 1007, 547, 1030]
